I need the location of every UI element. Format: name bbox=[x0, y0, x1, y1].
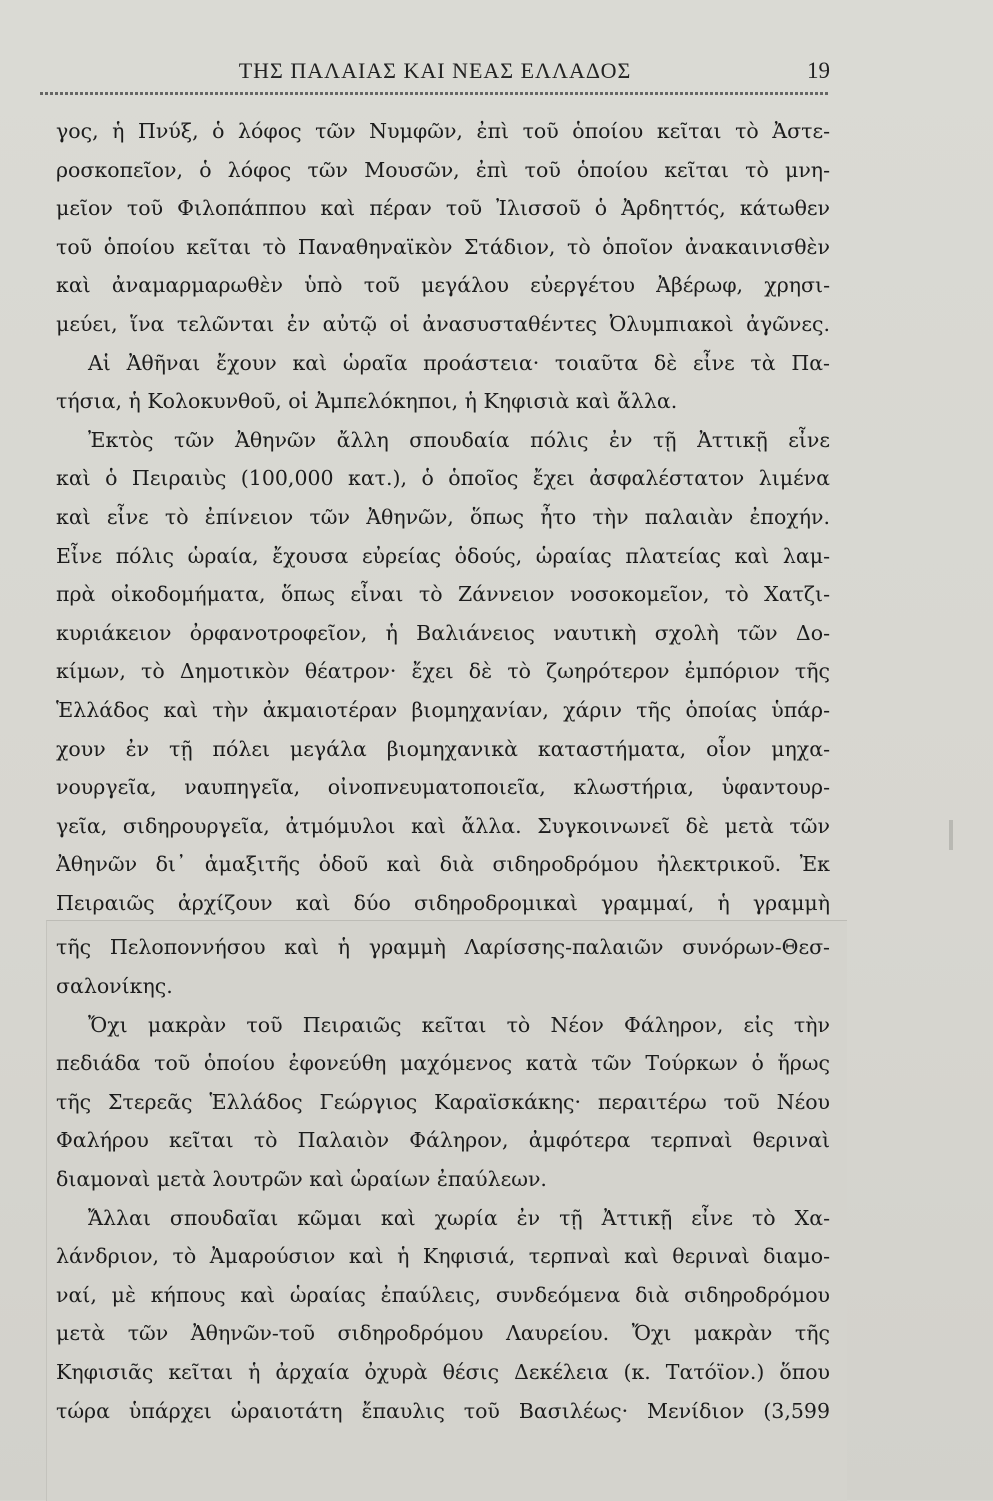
text-line: κίμων, τὸ Δημοτικὸν θέατρον· ἔχει δὲ τὸ ζωηρότερον ἐμπόριον τῆς bbox=[56, 659, 830, 684]
page-number: 19 bbox=[807, 58, 830, 83]
text-line: μετὰ τῶν Ἀθηνῶν-τοῦ σιδηροδρόμου Λαυρείου. Ὄχι μακρὰν τῆς bbox=[56, 1321, 830, 1346]
text-line: μεύει, ἵνα τελῶνται ἐν αὐτῷ οἱ ἀνασυσταθέντες Ὀλυμπιακοὶ ἀγῶνες. bbox=[56, 311, 830, 336]
text-line: Ἀθηνῶν δι᾽ ἁμαξιτῆς ὁδοῦ καὶ διὰ σιδηροδρόμου ἠλεκτρικοῦ. Ἐκ bbox=[56, 852, 830, 877]
text-line: Αἱ Ἀθῆναι ἔχουν καὶ ὡραῖα προάστεια· τοιαῦτα δὲ εἶνε τὰ Πα- bbox=[88, 350, 830, 375]
text-line: Ἐκτὸς τῶν Ἀθηνῶν ἄλλη σπουδαία πόλις ἐν τῇ Ἀττικῇ εἶνε bbox=[88, 427, 830, 452]
text-line: τῆς Στερεᾶς Ἑλλάδος Γεώργιος Καραϊσκάκης· περαιτέρω τοῦ Νέου bbox=[56, 1089, 830, 1114]
text-line: σαλονίκης. bbox=[56, 974, 173, 999]
text-line: μεῖον τοῦ Φιλοπάππου καὶ πέραν τοῦ Ἰλισσοῦ ὁ Ἀρδηττός, κάτωθεν bbox=[56, 196, 830, 221]
text-line: ροσκοπεῖον, ὁ λόφος τῶν Μουσῶν, ἐπὶ τοῦ ὁποίου κεῖται τὸ μνη- bbox=[56, 157, 830, 182]
text-line: Ὄχι μακρὰν τοῦ Πειραιῶς κεῖται τὸ Νέον Φάληρον, εἰς τὴν bbox=[88, 1012, 830, 1037]
text-line: Πειραιῶς ἀρχίζουν καὶ δύο σιδηροδρομικαὶ γραμμαί, ἡ γραμμὴ bbox=[56, 890, 830, 915]
text-line: ναί, μὲ κήπους καὶ ὡραίας ἐπαύλεις, συνδεόμενα διὰ σιδηροδρόμου bbox=[56, 1282, 830, 1307]
running-title: ΤΗΣ ΠΑΛΑΙΑΣ ΚΑΙ ΝΕΑΣ ΕΛΛΑΔΟΣ bbox=[238, 58, 632, 83]
text-line: τήσια, ἡ Κολοκυνθοῦ, οἱ Ἀμπελόκηποι, ἡ Κηφισιὰ καὶ ἄλλα. bbox=[56, 389, 678, 414]
text-line: τώρα ὑπάρχει ὡραιοτάτη ἔπαυλις τοῦ Βασιλέως· Μενίδιον (3,599 bbox=[56, 1398, 830, 1423]
text-line: πρὰ οἰκοδομήματα, ὅπως εἶναι τὸ Ζάννειον νοσοκομεῖον, τὸ Χατζι- bbox=[56, 582, 830, 607]
text-line: καὶ ἀναμαρμαρωθὲν ὑπὸ τοῦ μεγάλου εὐεργέτου Ἀβέρωφ, χρησι- bbox=[56, 273, 830, 298]
page-header bbox=[40, 58, 830, 102]
text-line: Εἶνε πόλις ὡραία, ἔχουσα εὐρείας ὁδούς, ὡραίας πλατείας καὶ λαμ- bbox=[56, 543, 830, 568]
body-text bbox=[56, 112, 830, 1430]
text-line: τοῦ ὁποίου κεῖται τὸ Παναθηναϊκὸν Στάδιον, τὸ ὁποῖον ἀνακαινισθὲν bbox=[56, 234, 830, 259]
text-line: Φαλήρου κεῖται τὸ Παλαιὸν Φάληρον, ἀμφότερα τερπναὶ θεριναὶ bbox=[56, 1128, 830, 1153]
header-rule bbox=[40, 92, 830, 95]
text-line: λάνδριον, τὸ Ἀμαρούσιον καὶ ἡ Κηφισιά, τερπναὶ καὶ θεριναὶ διαμο- bbox=[56, 1244, 830, 1269]
text-line: κυριάκειον ὀρφανοτροφεῖον, ἡ Βαλιάνειος ναυτικὴ σχολὴ τῶν Δο- bbox=[56, 620, 830, 645]
text-line: τῆς Πελοποννήσου καὶ ἡ γραμμὴ Λαρίσσης-παλαιῶν συνόρων-Θεσ- bbox=[56, 935, 830, 960]
text-line: διαμοναὶ μετὰ λουτρῶν καὶ ὡραίων ἐπαύλεων. bbox=[56, 1167, 547, 1192]
text-line: Ἄλλαι σπουδαῖαι κῶμαι καὶ χωρία ἐν τῇ Ἀττικῇ εἶνε τὸ Χα- bbox=[88, 1205, 830, 1230]
text-line: καὶ ὁ Πειραιὺς (100,000 κατ.), ὁ ὁποῖος ἔχει ἀσφαλέστατον λιμένα bbox=[56, 466, 830, 491]
text-line: γος, ἡ Πνύξ, ὁ λόφος τῶν Νυμφῶν, ἐπὶ τοῦ ὁποίου κεῖται τὸ Ἀστε- bbox=[56, 119, 830, 143]
text-line: Ἑλλάδος καὶ τὴν ἀκμαιοτέραν βιομηχανίαν, χάριν τῆς ὁποίας ὑπάρ- bbox=[56, 697, 830, 722]
text-line: πεδιάδα τοῦ ὁποίου ἐφονεύθη μαχόμενος κατὰ τῶν Τούρκων ὁ ἥρως bbox=[56, 1051, 830, 1076]
text-line: Κηφισιᾶς κεῖται ἡ ἀρχαία ὀχυρὰ θέσις Δεκέλεια (κ. Τατόϊον.) ὅπου bbox=[56, 1360, 830, 1384]
text-line: χουν ἐν τῇ πόλει μεγάλα βιομηχανικὰ καταστήματα, οἷον μηχα- bbox=[56, 736, 830, 761]
ink-smudge bbox=[949, 820, 953, 850]
text-line: νουργεῖα, ναυπηγεῖα, οἰνοπνευματοποιεῖα, κλωστήρια, ὑφαντουρ- bbox=[56, 775, 830, 800]
text-line: γεῖα, σιδηρουργεῖα, ἀτμόμυλοι καὶ ἄλλα. Συγκοινωνεῖ δὲ μετὰ τῶν bbox=[56, 813, 830, 838]
text-line: καὶ εἶνε τὸ ἐπίνειον τῶν Ἀθηνῶν, ὅπως ἦτο τὴν παλαιὰν ἐποχήν. bbox=[56, 504, 830, 529]
